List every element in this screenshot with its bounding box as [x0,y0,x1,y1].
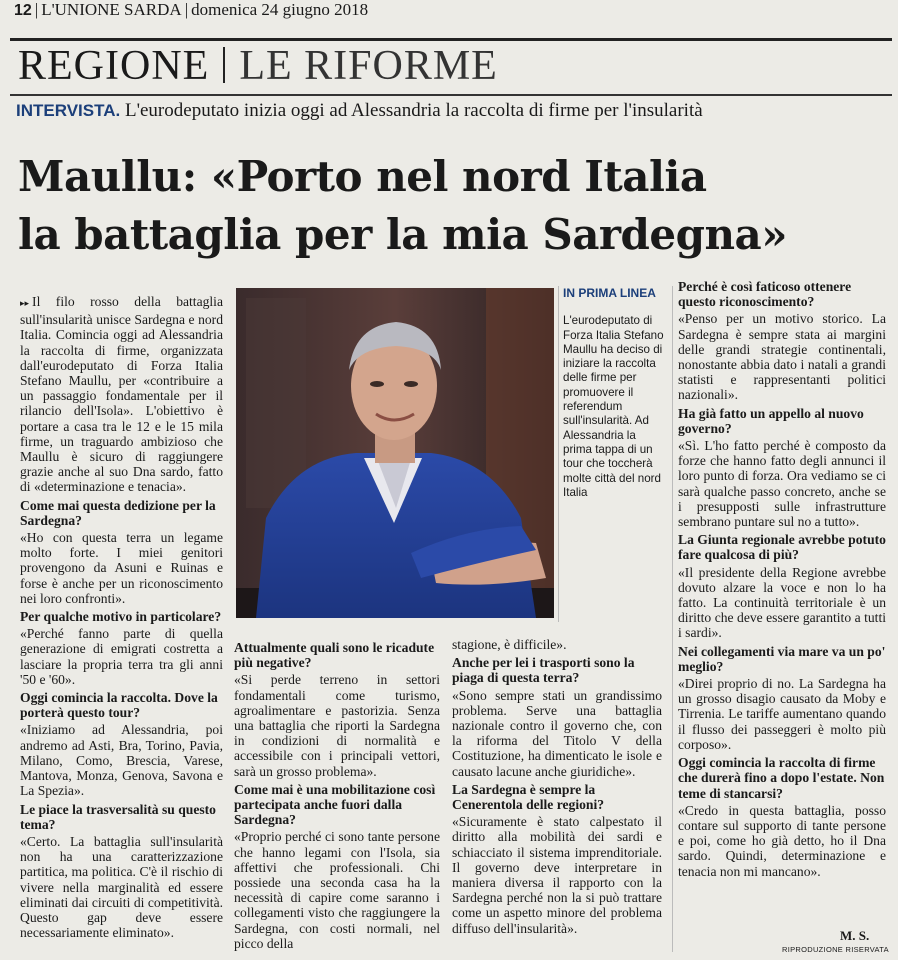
headline [18,148,787,264]
paragraph-text: «Direi proprio di no. La Sardegna ha un grosso disagio causato da Moby e Tirrenia. Le tariffe aumentano quando il flusso dei passeggeri è molto più corposo». [678,676,886,752]
paragraph-text: Nei collegamenti via mare va un po' meglio? [678,643,886,674]
author-signature: M. S. [840,928,870,943]
interview-answer [452,637,662,652]
newspaper-name: L'UNIONE SARDA [41,0,182,19]
interview-question [20,498,223,528]
lead-arrow-icon: ▸▸ [20,299,30,309]
caption-title: IN PRIMA LINEA [563,286,656,300]
headline-line-2: la battaglia per la mia Sardegna» [18,210,787,259]
paragraph-text: «Sono sempre stati un grandissimo problema. Serve una battaglia nazionale contro il governo che, con la riforma del Titolo V della Costituzione, ha dimenticato le isole e causato lacune anche giuridiche». [452,687,662,779]
interview-answer [20,626,223,687]
paragraph-text: Ha già fatto un appello al nuovo governo? [678,405,864,436]
section-divider [223,47,225,83]
interview-question [234,782,440,828]
section-rule-bottom [10,94,892,96]
interview-answer [678,676,886,752]
paragraph-text: «Sicuramente è stato calpestato il diritto alla mobilità dei sardi e schiacciato il sistema imprenditoriale. Il governo deve interpretare in maniera diversa il rapporto con la Sardegna perché non la si può trattare come un aspetto minore del problema diffuso dell'insularità». [452,814,662,936]
interview-answer [678,311,886,402]
paragraph-text: Oggi comincia la raccolta. Dove la porterà questo tour? [20,690,218,721]
paragraph-text: Come mai questa dedizione per la Sardegna? [20,497,216,528]
interview-question [20,690,223,720]
interview-answer [678,565,886,641]
paragraph-text: stagione, è difficile». [452,637,567,652]
caption-text: L'eurodeputato di Forza Italia Stefano Maullu ha deciso di iniziare la raccolta delle firme per promuovere il referendum sull'insularità. Ad Alessandria la prima tappa di un tour che toccherà molte città del nord Italia [563,314,664,499]
paragraph-text: La Giunta regionale avrebbe potuto fare qualcosa di più? [678,532,886,563]
paragraph-text: «Iniziamo ad Alessandria, poi andremo ad Asti, Bra, Torino, Pavia, Milano, Como, Brescia, Varese, Mantova, Monza, Genova, Savona e La Spezia». [20,722,223,799]
interview-answer [678,803,886,879]
article-column-3 [452,637,662,938]
paragraph-text: Perché è così faticoso ottenere questo riconoscimento? [678,279,852,310]
column-rule [558,286,559,622]
paragraph-text: «Il presidente della Regione avrebbe dovuto alzare la voce e non lo ha fatto. La continuità territoriale è un diritto che deve essere garantito a tutti i sardi». [678,564,886,641]
interview-answer [20,834,223,940]
interview-question [678,406,886,436]
portrait-photo [236,288,554,618]
paragraph-text: «Proprio perché ci sono tante persone che hanno legami con l'Isola, sia affettivi che professionali. Chi possiede una seconda casa ha la necessità di capire come saranno i collegamenti visto che raggiungere la Sardegna, con costi normali, nel picco della [234,829,440,951]
interview-question [234,640,440,670]
paragraph-text: «Penso per un motivo storico. La Sardegna è sempre stata ai margini delle grandi strategie continentali, nonostante abbia dato i natali a grandi statisti e rappresentanti politici nazionali». [678,311,886,403]
interview-answer [234,829,440,951]
portrait-illustration [236,288,554,618]
article-column-4 [678,276,886,881]
paragraph-text: «Certo. La battaglia sull'insularità non ha una caratterizzazione partitica, ma politica. C'è il rischio di vivere nella marginalità ed essere eliminati dai circuiti di competitività. Questo gap deve essere necessariamente eliminato». [20,833,223,941]
interview-question [678,755,886,801]
headline-line-1: Maullu: «Porto nel nord Italia [18,152,707,201]
interview-question [678,279,886,309]
paragraph-text: Oggi comincia la raccolta di firme che durerà fino a dopo l'estate. Non teme di stancarsi? [678,755,885,801]
section-sub: LE RIFORME [239,43,498,89]
article-column-1 [20,294,223,942]
paragraph-text: Per qualche motivo in particolare? [20,609,222,625]
interview-question [452,782,662,812]
kicker-tag: INTERVISTA. [16,101,121,120]
interview-answer [452,814,662,936]
rights-notice: RIPRODUZIONE RISERVATA [782,945,889,954]
paragraph-text: «Perché fanno parte di quella generazione di emigrati costretta a lasciare la propria terra tra gli anni '50 e '60». [20,626,223,687]
interview-question [20,609,223,624]
interview-answer [678,438,886,529]
interview-answer [20,530,223,606]
paragraph-text: «Ho con questa terra un legame molto forte. I miei genitori provengono da Asuni e Ruinas e forse è anche per un riconoscimento nei loro confronti». [20,530,223,606]
paragraph-text: Attualmente quali sono le ricadute più negative? [234,640,435,671]
paragraph-text: Come mai è una mobilitazione così partecipata anche fuori dalla Sardegna? [234,781,436,828]
paragraph-text: Anche per lei i trasporti sono la piaga di questa terra? [452,655,635,686]
column-rule-right [672,286,673,952]
interview-answer [452,688,662,779]
article-column-2 [234,637,440,953]
paragraph-text: «Sì. L'ho fatto perché è composto da forze che hanno fatto degli annunci il loro punto di forza. Ora vediamo se ci sarà qualche passo concreto, anche se i presupposti sulle infrastrutture sembrano puntare sul no a tutto». [678,438,886,530]
interview-question [452,655,662,685]
page-number: 12 [14,2,32,19]
kicker [16,100,703,122]
interview-question [678,644,886,674]
section-main: REGIONE [18,43,210,89]
photo-caption [563,286,665,500]
interview-question [20,802,223,832]
interview-answer [234,672,440,778]
publication-date: domenica 24 giugno 2018 [191,0,369,19]
interview-question [678,532,886,562]
folio-line: 12 | L'UNIONE SARDA | domenica 24 giugno 2018 [14,0,369,19]
lead-paragraph [20,294,223,495]
paragraph-text: Le piace la trasversalità su questo tema? [20,801,216,832]
section-rule-top [10,38,892,41]
paragraph-text: Il filo rosso della battaglia sull'insularità unisce Sardegna e nord Italia. Comincia oggi ad Alessandria la raccolta di firme, organizzata dall'eurodeputato di Forza Italia Stefano Maullu, per «contribuire a un passaggio fondamentale per il rilancio dell'Isola». L'obiettivo è portare a casa tra le 12 e le 15 mila firme, un traguardo ambizioso che Maullu è sicuro di raggiungere grazie anche al suo Dna sardo, fatto di «determinazione e tenacia». [20,294,223,495]
section-header [18,42,498,90]
interview-answer [20,722,223,798]
paragraph-text: La Sardegna è sempre la Cenerentola delle regioni? [452,781,605,813]
paragraph-text: «Credo in questa battaglia, posso contare sul supporto di tante persone e poi, come ho già detto, ho il Dna sardo. Quindi, determinazione e tenacia non mi mancano». [678,802,886,879]
kicker-text: L'eurodeputato inizia oggi ad Alessandria la raccolta di firme per l'insularità [124,100,703,121]
paragraph-text: «Si perde terreno in settori fondamentali come turismo, agroalimentare e pastorizia. Senza una battaglia che riporti la Sardegna in condizioni di normalità e accessibile con i principali vettori, sarà un grosso problema». [234,672,440,779]
